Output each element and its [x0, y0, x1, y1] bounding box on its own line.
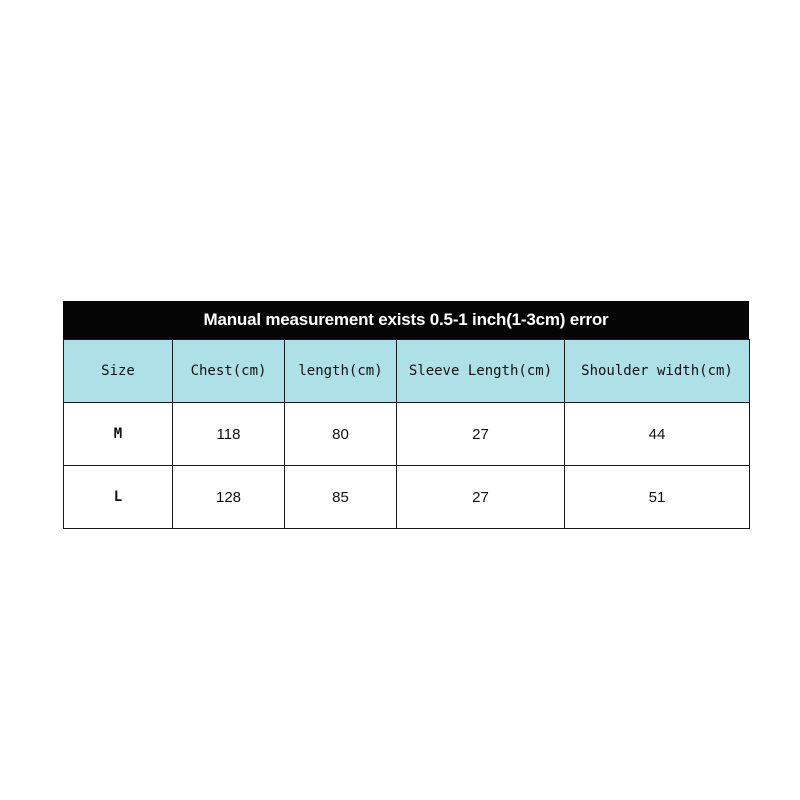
size-chart: [63, 301, 749, 529]
column-header-shoulder-width: Shoulder width(cm): [565, 340, 750, 403]
shoulder-width-cell: 44: [565, 403, 750, 466]
table-row: [64, 403, 750, 466]
sleeve-length-cell: 27: [397, 403, 565, 466]
column-header-sleeve-length: Sleeve Length(cm): [397, 340, 565, 403]
measurement-note-banner: Manual measurement exists 0.5-1 inch(1-3cm) error: [63, 301, 749, 339]
header-row: [64, 340, 750, 403]
shoulder-width-cell: 51: [565, 466, 750, 529]
length-cell: 80: [285, 403, 397, 466]
chest-cell: 128: [173, 466, 285, 529]
size-table: [63, 339, 750, 529]
column-header-length: length(cm): [285, 340, 397, 403]
column-header-size: Size: [64, 340, 173, 403]
length-cell: 85: [285, 466, 397, 529]
chest-cell: 118: [173, 403, 285, 466]
table-row: [64, 466, 750, 529]
column-header-chest: Chest(cm): [173, 340, 285, 403]
sleeve-length-cell: 27: [397, 466, 565, 529]
size-cell: M: [64, 403, 173, 466]
size-cell: L: [64, 466, 173, 529]
